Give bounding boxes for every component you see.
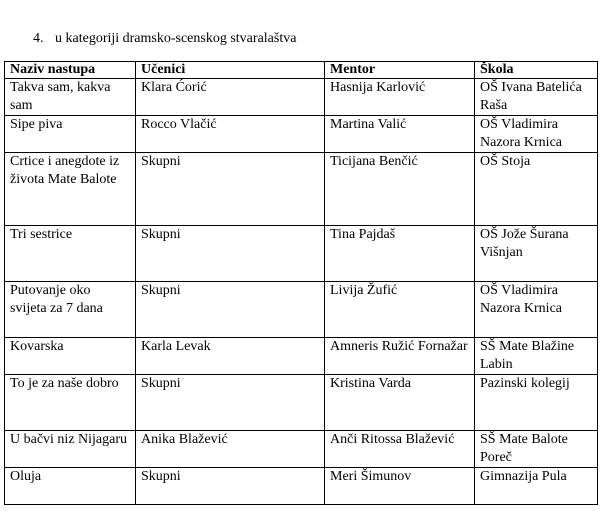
cell-students: Skupni — [136, 282, 325, 338]
cell-mentor: Livija Žufić — [325, 282, 475, 338]
results-table — [4, 61, 598, 505]
table-row — [5, 282, 598, 338]
cell-students: Rocco Vlačić — [136, 116, 325, 153]
table-row — [5, 375, 598, 431]
header-performance: Naziv nastupa — [5, 62, 136, 79]
cell-mentor: Tina Pajdaš — [325, 226, 475, 282]
cell-performance: Crtice i anegdote iz života Mate Balote — [5, 153, 136, 226]
section-number: 4. — [33, 31, 44, 46]
section-title: u kategoriji dramsko-scenskog stvaralaštva — [55, 31, 297, 46]
cell-school: OŠ Vladimira Nazora Krnica — [475, 282, 598, 338]
table-row — [5, 226, 598, 282]
table-row — [5, 153, 598, 226]
cell-school: SŠ Mate Blažine Labin — [475, 338, 598, 375]
cell-school: OŠ Jože Šurana Višnjan — [475, 226, 598, 282]
cell-performance: Putovanje oko svijeta za 7 dana — [5, 282, 136, 338]
cell-mentor: Anči Ritossa Blažević — [325, 431, 475, 468]
table-row — [5, 338, 598, 375]
cell-school: SŠ Mate Balote Poreč — [475, 431, 598, 468]
header-school: Škola — [475, 62, 598, 79]
cell-performance: To je za naše dobro — [5, 375, 136, 431]
header-mentor: Mentor — [325, 62, 475, 79]
cell-students: Anika Blažević — [136, 431, 325, 468]
cell-performance: U bačvi niz Nijagaru — [5, 431, 136, 468]
cell-performance: Tri sestrice — [5, 226, 136, 282]
cell-students: Karla Levak — [136, 338, 325, 375]
table-row — [5, 468, 598, 505]
table-row — [5, 79, 598, 116]
cell-students: Skupni — [136, 153, 325, 226]
cell-school: Pazinski kolegij — [475, 375, 598, 431]
cell-school: OŠ Ivana Batelića Raša — [475, 79, 598, 116]
cell-mentor: Martina Valić — [325, 116, 475, 153]
cell-students: Skupni — [136, 226, 325, 282]
cell-performance: Oluja — [5, 468, 136, 505]
cell-school: OŠ Vladimira Nazora Krnica — [475, 116, 598, 153]
table-row — [5, 116, 598, 153]
cell-performance: Takva sam, kakva sam — [5, 79, 136, 116]
cell-mentor: Amneris Ružić Fornažar — [325, 338, 475, 375]
cell-mentor: Meri Šimunov — [325, 468, 475, 505]
cell-mentor: Kristina Varda — [325, 375, 475, 431]
cell-students: Klara Ćorić — [136, 79, 325, 116]
cell-school: OŠ Stoja — [475, 153, 598, 226]
cell-school: Gimnazija Pula — [475, 468, 598, 505]
cell-students: Skupni — [136, 468, 325, 505]
cell-mentor: Ticijana Benčić — [325, 153, 475, 226]
cell-performance: Sipe piva — [5, 116, 136, 153]
header-students: Učenici — [136, 62, 325, 79]
cell-mentor: Hasnija Karlović — [325, 79, 475, 116]
table-row — [5, 431, 598, 468]
table-header-row — [5, 62, 598, 79]
cell-students: Skupni — [136, 375, 325, 431]
cell-performance: Kovarska — [5, 338, 136, 375]
section-heading — [33, 30, 296, 48]
